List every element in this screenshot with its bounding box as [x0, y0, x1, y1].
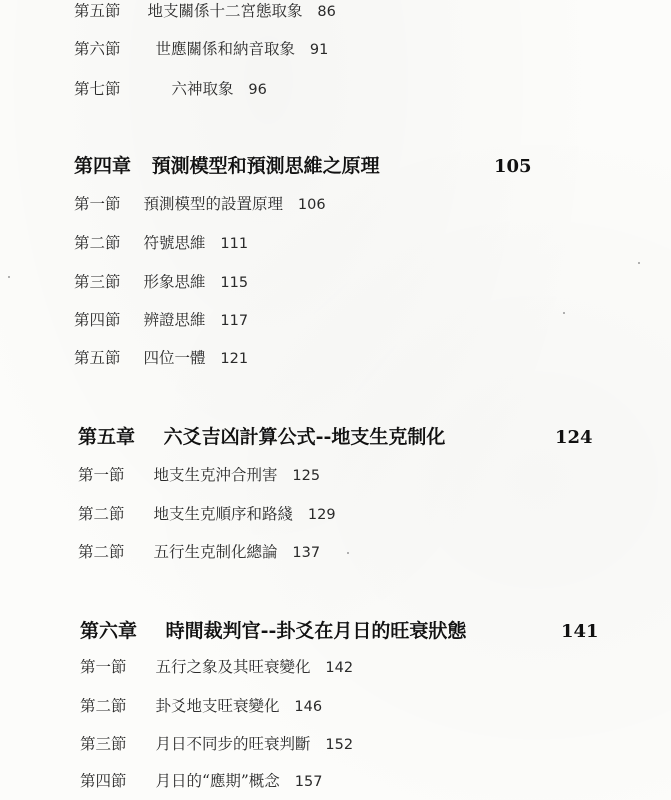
section-label: 第五節 — [74, 2, 121, 20]
section-page-number: 152 — [325, 737, 354, 753]
toc-section-entry — [74, 351, 248, 367]
chapter-label: 第四章 — [74, 155, 132, 177]
section-page-number: 115 — [220, 275, 249, 291]
section-label: 第七節 — [74, 80, 121, 98]
toc-section-entry — [78, 468, 320, 484]
section-title: 形象思維 — [143, 273, 206, 291]
section-title: 世應關係和納音取象 — [155, 40, 295, 58]
chapter-title: 預測模型和預測思維之原理 — [151, 155, 380, 177]
section-title: 月日的“應期”概念 — [155, 772, 280, 790]
section-label: 第四節 — [80, 772, 127, 790]
section-title: 地支生克順序和路綫 — [153, 505, 293, 523]
toc-chapter-heading — [78, 428, 638, 447]
toc-section-entry — [80, 774, 322, 790]
section-title: 辨證思維 — [143, 311, 206, 329]
toc-section-entry — [80, 699, 322, 715]
scan-speck — [563, 312, 565, 314]
scan-speck — [347, 552, 349, 554]
section-title: 月日不同步的旺衰判斷 — [155, 735, 311, 753]
section-title: 符號思維 — [143, 234, 206, 252]
section-page-number: 111 — [220, 236, 249, 252]
section-label: 第一節 — [78, 466, 125, 484]
section-page-number: 129 — [307, 507, 336, 523]
section-page-number: 117 — [220, 313, 249, 329]
section-title: 五行生克制化總論 — [153, 543, 278, 561]
section-page-number: 121 — [220, 351, 249, 367]
section-title: 地支關係十二宮態取象 — [147, 2, 303, 20]
toc-section-entry — [74, 4, 336, 20]
section-page-number: 142 — [325, 660, 354, 676]
section-label: 第二節 — [78, 543, 125, 561]
toc-chapter-heading — [74, 157, 634, 176]
section-title: 五行之象及其旺衰變化 — [155, 658, 311, 676]
chapter-title: 六爻吉凶計算公式--地支生克制化 — [163, 426, 446, 448]
section-label: 第五節 — [74, 349, 121, 367]
section-label: 第二節 — [78, 505, 125, 523]
chapter-title: 時間裁判官--卦爻在月日的旺衰狀態 — [165, 620, 467, 642]
section-page-number: 106 — [297, 197, 326, 213]
toc-section-entry — [74, 197, 326, 213]
chapter-label: 第五章 — [78, 426, 136, 448]
toc-section-entry — [78, 545, 320, 561]
toc-section-entry — [80, 660, 353, 676]
section-title: 地支生克沖合刑害 — [153, 466, 278, 484]
section-page-number: 137 — [292, 545, 321, 561]
section-page-number: 91 — [309, 42, 329, 58]
toc-section-entry — [74, 275, 248, 291]
chapter-page-number: 124 — [555, 427, 593, 448]
section-title: 預測模型的設置原理 — [143, 195, 283, 213]
section-title: 卦爻地支旺衰變化 — [155, 697, 280, 715]
section-label: 第一節 — [80, 658, 127, 676]
toc-chapter-heading — [80, 622, 640, 641]
section-label: 第六節 — [74, 40, 121, 58]
chapter-label: 第六章 — [80, 620, 138, 642]
section-label: 第三節 — [80, 735, 127, 753]
chapter-page-number: 141 — [561, 621, 599, 642]
scan-speck — [8, 276, 10, 278]
section-title: 六神取象 — [171, 80, 234, 98]
section-page-number: 96 — [248, 82, 267, 98]
section-title: 四位一體 — [143, 349, 206, 367]
toc-section-entry — [74, 42, 328, 58]
toc-section-entry — [74, 313, 248, 329]
scan-speck — [638, 262, 640, 264]
toc-section-entry — [74, 236, 248, 252]
toc-section-entry — [74, 82, 267, 98]
section-label: 第三節 — [74, 273, 121, 291]
section-page-number: 125 — [292, 468, 321, 484]
section-label: 第二節 — [80, 697, 127, 715]
section-label: 第二節 — [74, 234, 121, 252]
section-page-number: 157 — [294, 774, 323, 790]
section-page-number: 86 — [317, 4, 336, 20]
section-label: 第四節 — [74, 311, 121, 329]
toc-section-entry — [80, 737, 353, 753]
section-label: 第一節 — [74, 195, 121, 213]
section-page-number: 146 — [294, 699, 323, 715]
toc-section-entry — [78, 507, 336, 523]
chapter-page-number: 105 — [494, 156, 532, 177]
